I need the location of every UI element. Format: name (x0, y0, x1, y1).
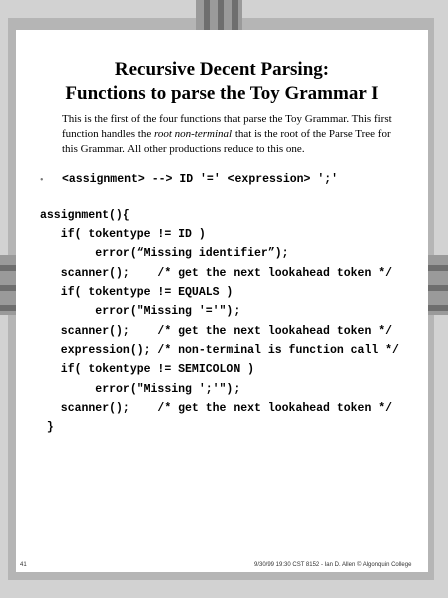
top-decoration-stripe (232, 0, 238, 30)
intro-emphasis: root non-terminal (153, 128, 233, 140)
right-decoration-stripe (426, 305, 448, 311)
top-decoration-stripe (204, 0, 210, 30)
code-line: scanner(); /* get the next lookahead token */ (47, 267, 393, 280)
code-line: } (40, 421, 54, 434)
title-line-1: Recursive Decent Parsing: (114, 59, 330, 80)
code-line: error("Missing ';'"); (47, 383, 241, 396)
right-decoration-stripe (426, 285, 448, 291)
code-line: if( tokentype != SEMICOLON ) (47, 363, 255, 376)
intro-paragraph (62, 112, 402, 157)
footer-info: 9/30/99 19:30 CST 8152 - Ian D. Allen © Algonquin College (254, 562, 412, 568)
bullet-icon: • (40, 175, 44, 186)
code-line: scanner(); /* get the next lookahead token */ (47, 402, 393, 415)
code-line: if( tokentype != EQUALS ) (47, 286, 234, 299)
right-decoration-stripe (426, 265, 448, 271)
code-line: error(“Missing identifier”); (47, 247, 289, 260)
top-decoration-stripe (218, 0, 224, 30)
code-line: error("Missing '='"); (47, 305, 241, 318)
slide-title (16, 58, 428, 106)
production-rule: <assignment> --> ID '=' <expression> ';' (62, 173, 339, 186)
code-line: expression(); /* non-terminal is function call */ (47, 344, 399, 357)
page-number: 41 (20, 562, 27, 568)
title-line-2: Functions to parse the Toy Grammar I (65, 83, 379, 104)
code-line: assignment(){ (40, 209, 130, 222)
code-line: if( tokentype != ID ) (47, 228, 206, 241)
intro-text-1: This is the first of the four functions that parse the Toy Grammar. This first function handles the (62, 113, 392, 140)
code-line: scanner(); /* get the next lookahead token */ (47, 325, 393, 338)
intro-text-2: that is the root of the Parse Tree for this Grammar. All other productions reduce to this one. (62, 128, 391, 155)
